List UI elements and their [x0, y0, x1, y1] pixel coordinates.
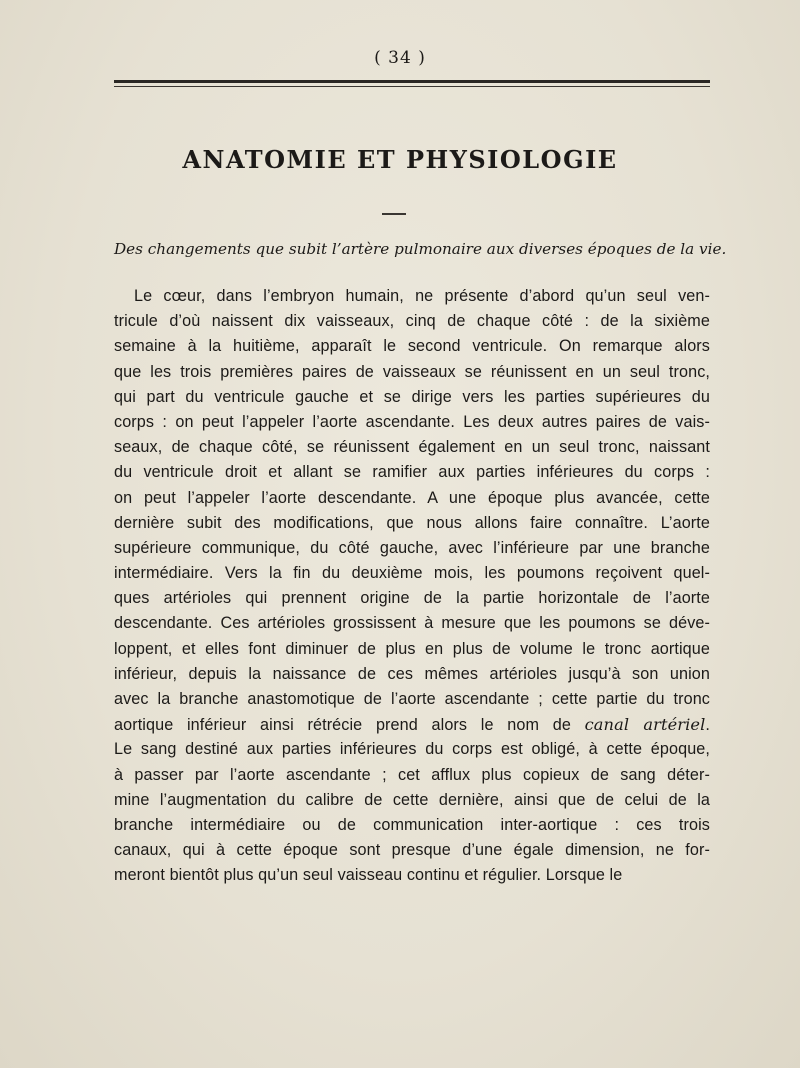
text-line: corps : on peut l’appeler l’aorte ascendante. Les deux autres paires de vais-: [114, 412, 710, 431]
text-line: avec la branche anastomotique de l’aorte ascendante ; cette partie du tronc: [114, 690, 710, 708]
text-line: qui part du ventricule gauche et se dirige vers les parties supérieures du: [114, 387, 710, 406]
section-title: ANATOMIE ET PHYSIOLOGIE: [182, 145, 618, 174]
text-line: on peut l’appeler l’aorte descendante. A une époque plus avancée, cette: [114, 488, 710, 507]
text-line: loppent, et elles font diminuer de plus en plus de volume le tronc aortique: [114, 639, 710, 658]
text-line: supérieure communique, du côté gauche, avec l’inférieure par une branche: [114, 538, 710, 557]
text-line: canaux, qui à cette époque sont presque d’une égale dimension, ne for-: [114, 841, 710, 860]
text-line: que les trois premières paires de vaisseaux se réunissent en un seul tronc,: [114, 362, 710, 381]
page-number: ( 34 ): [374, 48, 426, 68]
body-paragraph: [114, 284, 710, 889]
text-line: semaine à la huitième, apparaît le second ventricule. On remarque alors: [114, 337, 710, 356]
text-line: descendante. Ces artérioles grossissent à mesure que les poumons se déve-: [114, 614, 710, 633]
italic-term: canal artériel: [584, 715, 706, 735]
text-line: meront bientôt plus qu’un seul vaisseau continu et régulier. Lorsque le: [114, 866, 623, 885]
text-line: Le cœur, dans l’embryon humain, ne présente d’abord qu’un seul ven-: [134, 287, 710, 305]
title-separator: [382, 213, 406, 215]
header-rule: [114, 80, 710, 83]
text-line: ques artérioles qui prennent origine de la partie horizontale de l’aorte: [114, 589, 710, 608]
text-line: du ventricule droit et allant se ramifier aux parties inférieures du corps :: [114, 463, 710, 482]
text-line: à passer par l’aorte ascendante ; cet afflux plus copieux de sang déter-: [114, 765, 710, 784]
text-line: Le sang destiné aux parties inférieures du corps est obligé, à cette époque,: [114, 740, 710, 759]
text-line: tricule d’où naissent dix vaisseaux, cinq de chaque côté : de la sixième: [114, 312, 710, 331]
text-line: intermédiaire. Vers la fin du deuxième mois, les poumons reçoivent quel-: [114, 564, 710, 583]
article-title: Des changements que subit l’artère pulmonaire aux diverses époques de la vie.: [114, 240, 727, 258]
text-line: mine l’augmentation du calibre de cette dernière, ainsi que de celui de la: [114, 790, 710, 809]
text-line: aortique inférieur ainsi rétrécie prend alors le nom de canal artériel.: [114, 715, 710, 735]
text-line: branche intermédiaire ou de communication inter-aortique : ces trois: [114, 815, 710, 834]
text-line: inférieur, depuis la naissance de ces mêmes artérioles jusqu’à son union: [114, 664, 710, 683]
header-rule-thin: [114, 86, 710, 87]
text-line: dernière subit des modifications, que nous allons faire connaître. L’aorte: [114, 513, 710, 532]
text-line: seaux, de chaque côté, se réunissent également en un seul tronc, naissant: [114, 438, 710, 457]
